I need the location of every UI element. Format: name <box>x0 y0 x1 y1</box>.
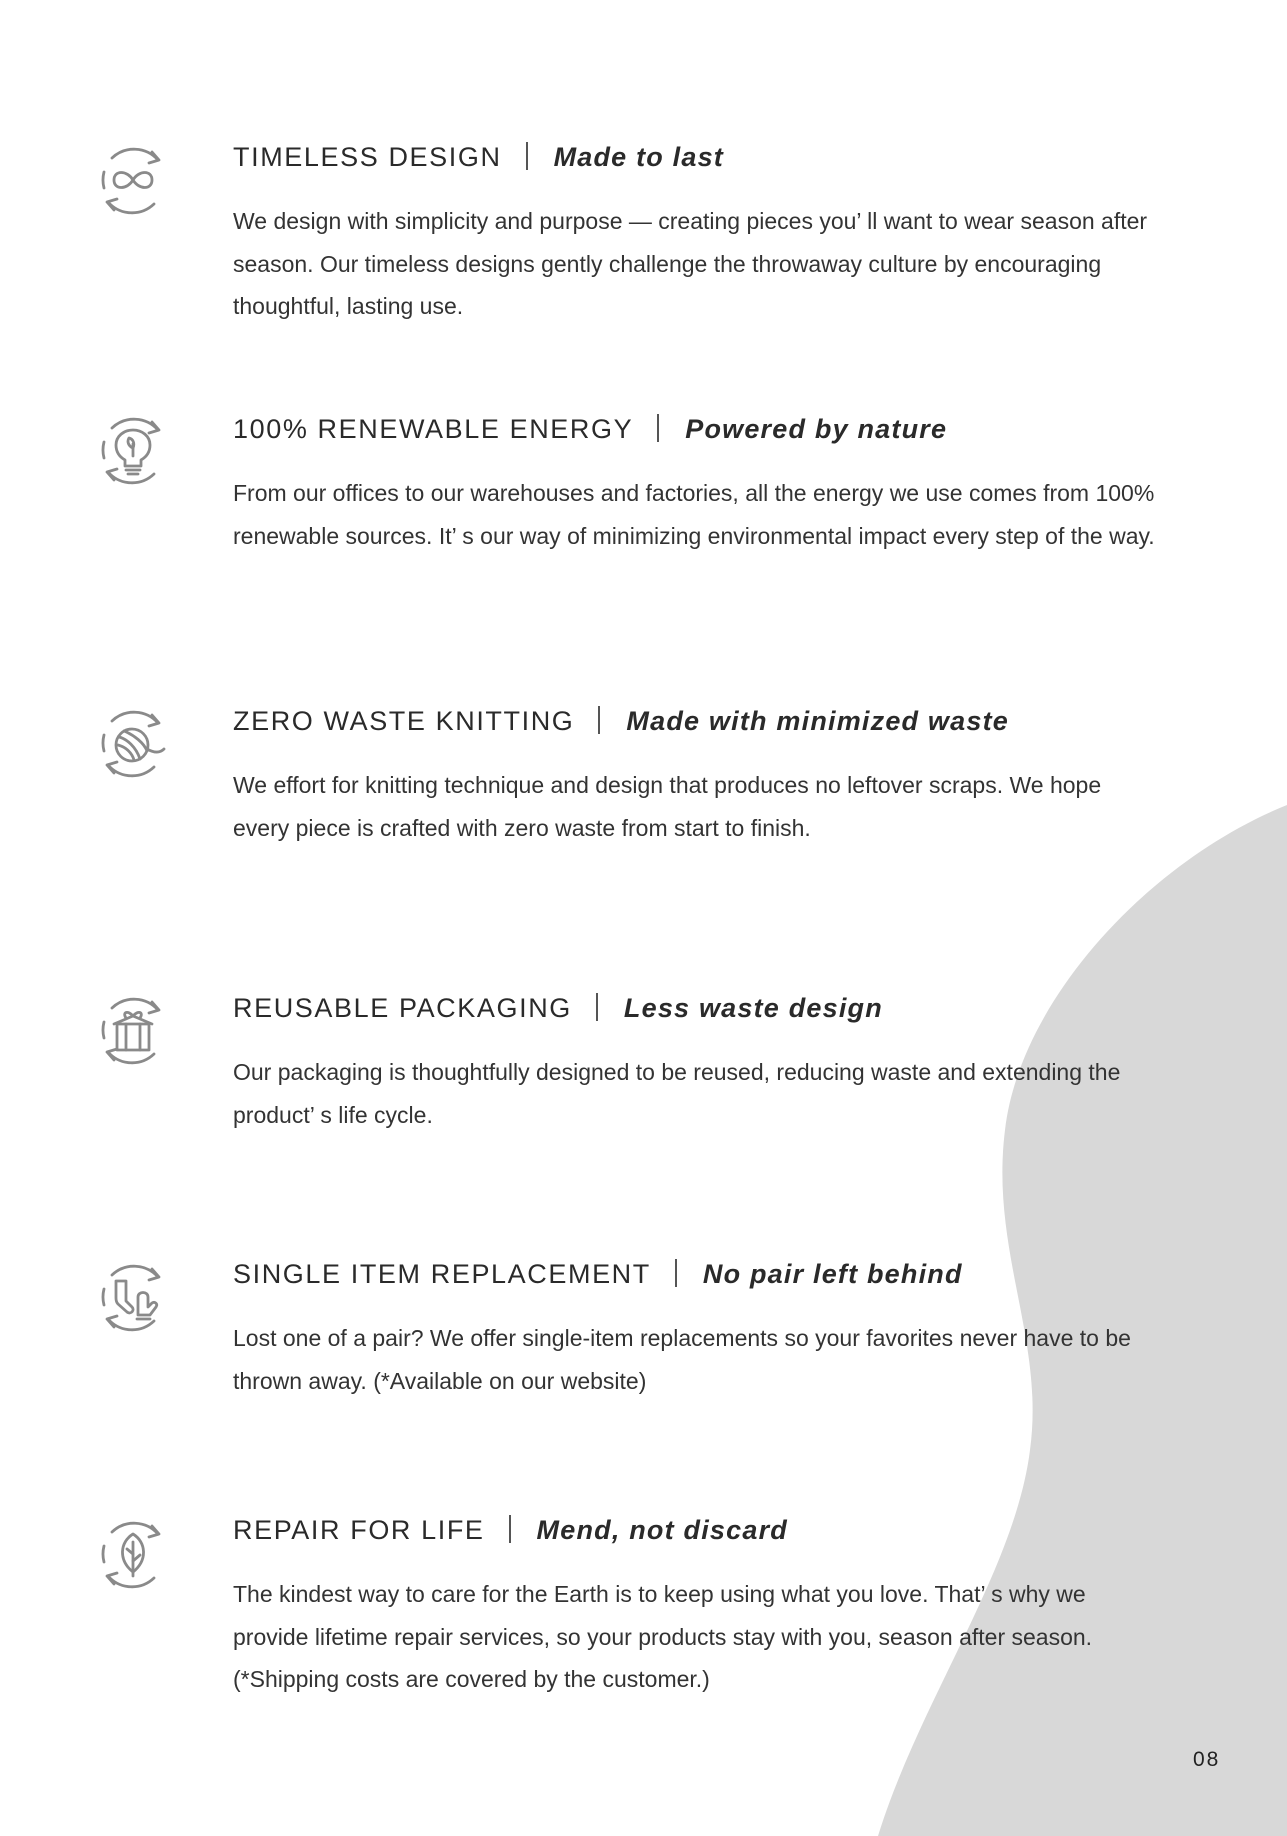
section-title: TIMELESS DESIGN <box>233 142 502 172</box>
section-body: From our offices to our warehouses and factories, all the energy we use comes from 100% renewable sources. It’ s our way of minimizing environmental impact every step of the way. <box>233 480 1155 549</box>
section-body: We design with simplicity and purpose — creating pieces you’ ll want to wear season after season. Our timeless designs gently challenge the throwaway culture by encouraging thoughtful, lasting use. <box>233 208 1148 319</box>
section-title: REUSABLE PACKAGING <box>233 993 572 1023</box>
page-number: 08 <box>1193 1748 1221 1771</box>
infinity-recycle-icon <box>92 140 174 222</box>
section-title: ZERO WASTE KNITTING <box>233 706 575 736</box>
title-divider <box>526 142 528 170</box>
section-body: Our packaging is thoughtfully designed to be reused, reducing waste and extending the product’ s life cycle. <box>233 1059 1121 1128</box>
section-body: We effort for knitting technique and design that produces no leftover scraps. We hope every piece is crafted with zero waste from start to finish. <box>233 772 1102 841</box>
section-tagline: Less waste design <box>623 993 883 1023</box>
title-divider <box>675 1259 677 1287</box>
section-body: Lost one of a pair? We offer single-item replacements so your favorites never have to be thrown away. (*Available on our website) <box>233 1325 1131 1394</box>
section-tagline: Made to last <box>553 142 724 172</box>
section-body: The kindest way to care for the Earth is to keep using what you love. That’ s why we provide lifetime repair services, so your products stay with you, season after season. (*Shipping costs are covered by the customer.) <box>233 1581 1093 1692</box>
section-title: 100% RENEWABLE ENERGY <box>233 414 634 444</box>
section-title: REPAIR FOR LIFE <box>233 1515 485 1545</box>
title-divider <box>596 993 598 1021</box>
section-tagline: Mend, not discard <box>536 1515 788 1545</box>
title-divider <box>509 1515 511 1543</box>
lightbulb-leaf-recycle-icon <box>92 410 174 492</box>
section-tagline: Made with minimized waste <box>626 706 1009 736</box>
leaf-recycle-icon <box>92 1514 174 1596</box>
section-tagline: No pair left behind <box>702 1259 963 1289</box>
section-title: SINGLE ITEM REPLACEMENT <box>233 1259 651 1289</box>
title-divider <box>657 414 659 442</box>
title-divider <box>598 706 600 734</box>
gift-box-recycle-icon <box>92 990 174 1072</box>
section-tagline: Powered by nature <box>685 414 948 444</box>
sock-mitten-recycle-icon <box>92 1257 174 1339</box>
yarn-ball-recycle-icon <box>92 703 174 785</box>
